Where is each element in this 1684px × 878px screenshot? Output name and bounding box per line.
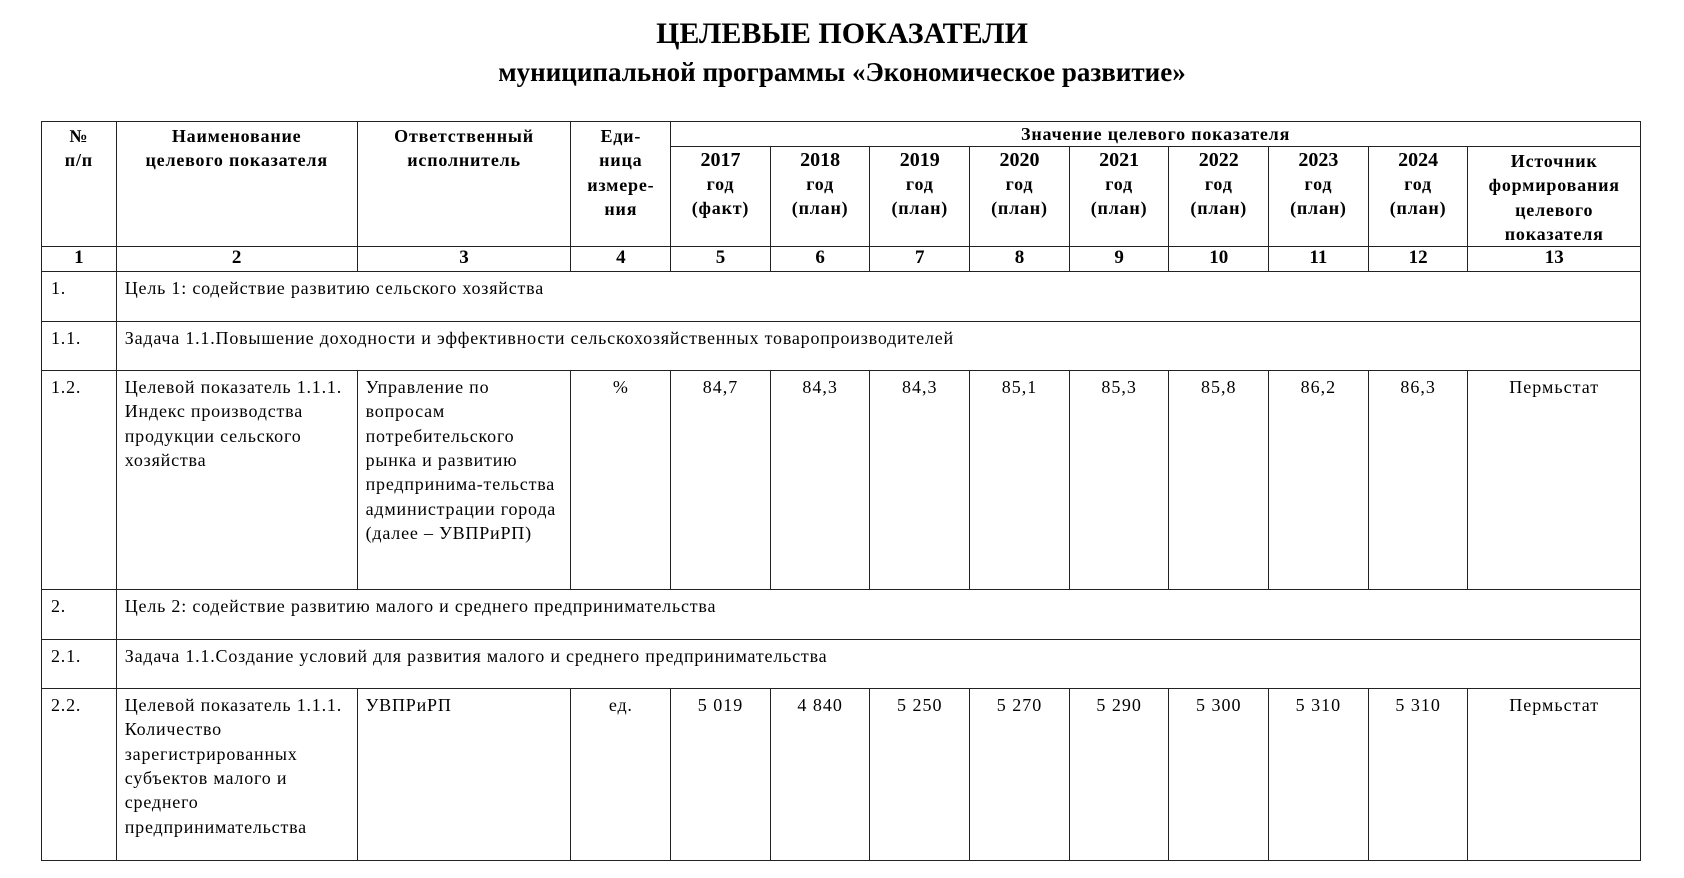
value-cell: 85,3 [1069, 371, 1169, 590]
source-cell: Пермьстат [1468, 689, 1641, 861]
header-row-1 [42, 122, 1641, 147]
header-source: Источник формирования целевого показателя [1468, 147, 1641, 247]
value-cell: 5 270 [970, 689, 1070, 861]
header-year: 2019 год (план) [870, 147, 970, 247]
row-number: 1.1. [42, 322, 117, 371]
row-number: 2. [42, 590, 117, 640]
indicator-row [42, 371, 1641, 590]
header-value-group: Значение целевого показателя [671, 122, 1641, 147]
value-cell: 5 250 [870, 689, 970, 861]
row-number: 2.1. [42, 640, 117, 689]
value-cell: 84,3 [770, 371, 870, 590]
column-number: 9 [1069, 247, 1169, 272]
task-text: Задача 1.1.Повышение доходности и эффективности сельскохозяйственных товаропроизводителей [116, 322, 1640, 371]
value-cell: 5 310 [1368, 689, 1468, 861]
responsible-executor: Управление по вопросам потребительского рынка и развитию предпринима-тельства администрации города (далее – УВПРиРП) [357, 371, 571, 590]
header-responsible: Ответственный исполнитель [357, 122, 571, 247]
indicator-name: Целевой показатель 1.1.1. Количество зарегистрированных субъектов малого и среднего предпринимательства [116, 689, 357, 861]
header-year: 2022 год (план) [1169, 147, 1269, 247]
row-number: 1. [42, 272, 117, 322]
header-name: Наименование целевого показателя [116, 122, 357, 247]
header-year: 2020 год (план) [970, 147, 1070, 247]
value-cell: 5 019 [671, 689, 771, 861]
column-number: 5 [671, 247, 771, 272]
task-text: Задача 1.1.Создание условий для развития малого и среднего предпринимательства [116, 640, 1640, 689]
row-number: 2.2. [42, 689, 117, 861]
header-unit: Еди- ница измере- ния [571, 122, 671, 247]
header-num: № п/п [42, 122, 117, 247]
header-year: 2017 год (факт) [671, 147, 771, 247]
unit: % [571, 371, 671, 590]
value-cell: 86,3 [1368, 371, 1468, 590]
value-cell: 84,7 [671, 371, 771, 590]
title-line-1: ЦЕЛЕВЫЕ ПОКАЗАТЕЛИ [656, 17, 1028, 50]
value-cell: 5 290 [1069, 689, 1169, 861]
source-cell: Пермьстат [1468, 371, 1641, 590]
value-cell: 86,2 [1269, 371, 1369, 590]
value-cell: 5 310 [1269, 689, 1369, 861]
column-number: 3 [357, 247, 571, 272]
header-year: 2023 год (план) [1269, 147, 1369, 247]
value-cell: 5 300 [1169, 689, 1269, 861]
value-cell: 84,3 [870, 371, 970, 590]
column-number: 12 [1368, 247, 1468, 272]
value-cell: 85,8 [1169, 371, 1269, 590]
row-number: 1.2. [42, 371, 117, 590]
column-number-row [42, 247, 1641, 272]
goal-row [42, 590, 1641, 640]
column-number: 2 [116, 247, 357, 272]
column-number: 8 [970, 247, 1070, 272]
column-number: 11 [1269, 247, 1369, 272]
page-title [0, 15, 1684, 91]
task-row [42, 640, 1641, 689]
target-indicators-table [41, 121, 1641, 861]
column-number: 7 [870, 247, 970, 272]
goal-text: Цель 1: содействие развитию сельского хозяйства [116, 272, 1640, 322]
unit: ед. [571, 689, 671, 861]
title-line-2: муниципальной программы «Экономическое развитие» [498, 57, 1186, 87]
indicator-name: Целевой показатель 1.1.1. Индекс производства продукции сельского хозяйства [116, 371, 357, 590]
column-number: 4 [571, 247, 671, 272]
goal-text: Цель 2: содействие развитию малого и среднего предпринимательства [116, 590, 1640, 640]
responsible-executor: УВПРиРП [357, 689, 571, 861]
goal-row [42, 272, 1641, 322]
column-number: 1 [42, 247, 117, 272]
indicator-row [42, 689, 1641, 861]
column-number: 6 [770, 247, 870, 272]
value-cell: 85,1 [970, 371, 1070, 590]
task-row [42, 322, 1641, 371]
header-year: 2021 год (план) [1069, 147, 1169, 247]
column-number: 10 [1169, 247, 1269, 272]
header-year: 2018 год (план) [770, 147, 870, 247]
value-cell: 4 840 [770, 689, 870, 861]
column-number: 13 [1468, 247, 1641, 272]
header-year: 2024 год (план) [1368, 147, 1468, 247]
